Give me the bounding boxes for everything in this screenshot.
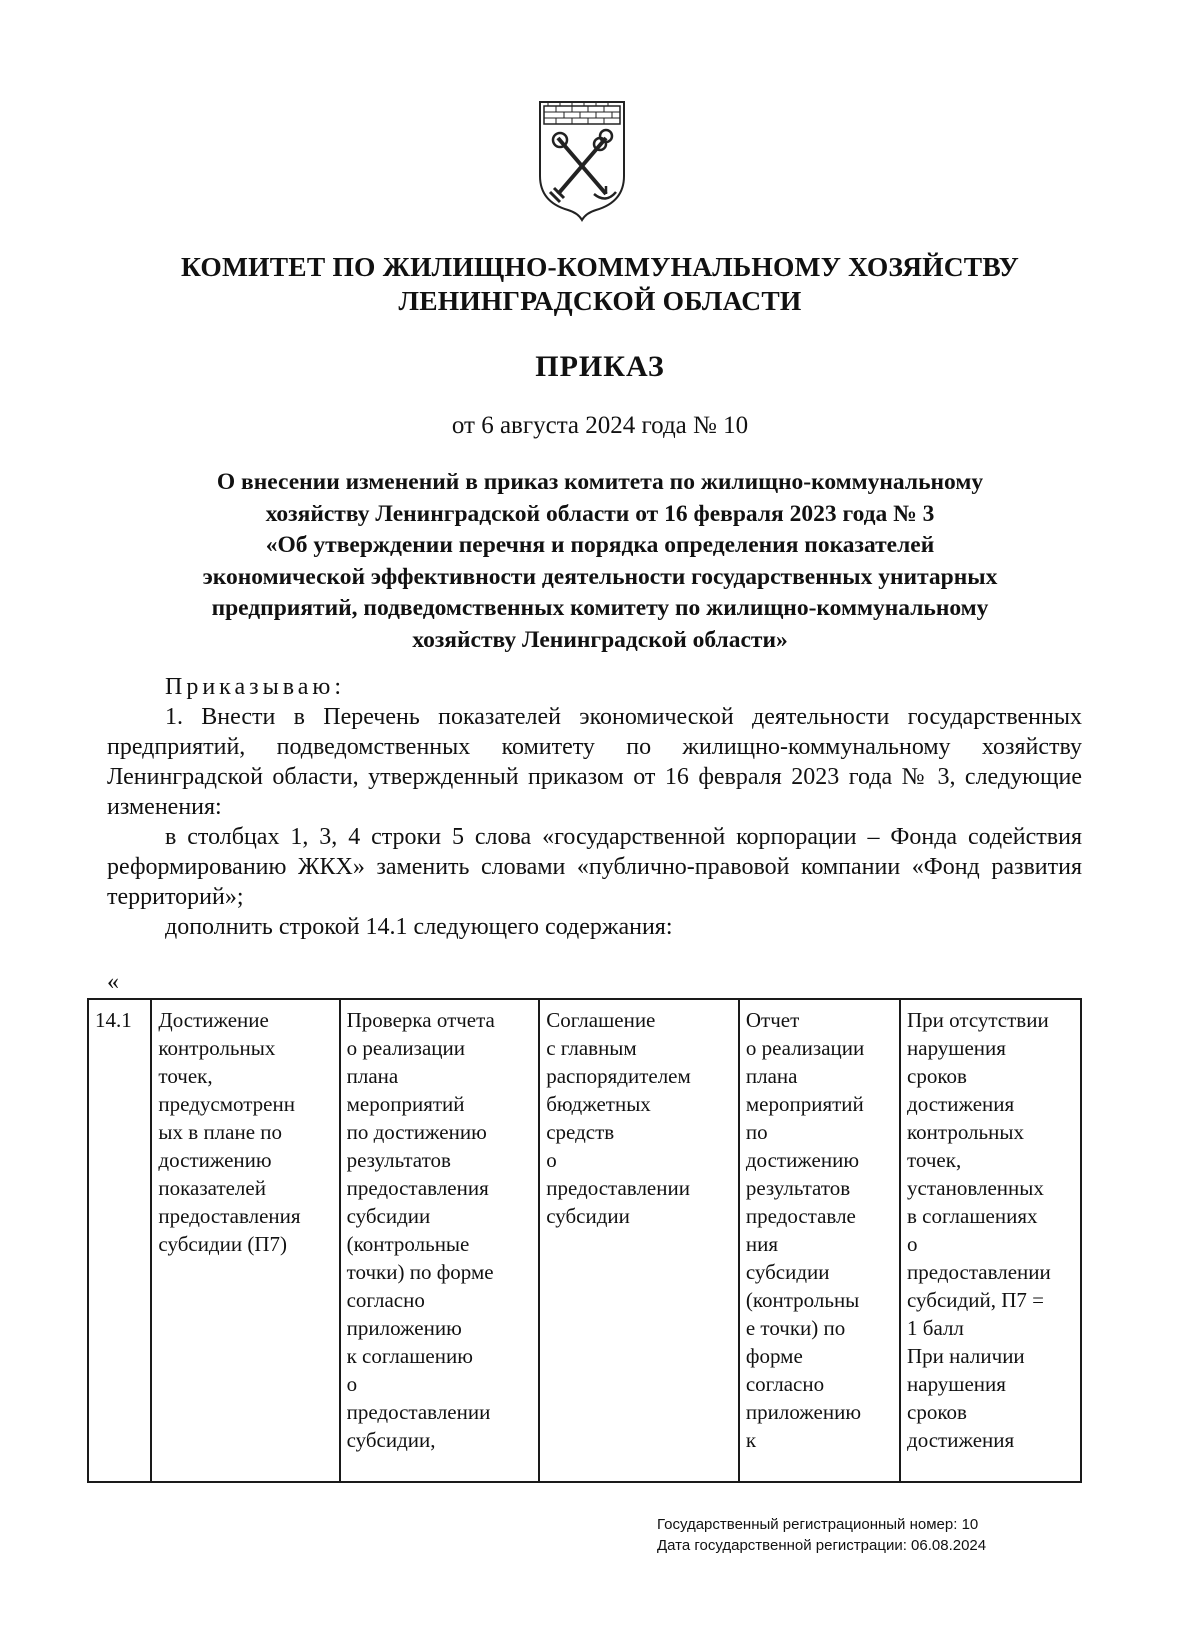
- subject-line-5: предприятий, подведомственных комитету по жилищно-коммунальному: [211, 595, 989, 621]
- table-cell-report: Отчет о реализации плана мероприятий по достижению результатов предоставле ния субсидии (контрольны е точки) по форме согласно приложению к: [739, 999, 900, 1482]
- order-title: ПРИКАЗ: [535, 350, 665, 383]
- table-cell-score: При отсутствии нарушения сроков достижения контрольных точек, установленных в соглашениях о предоставлении субсидий, П7 = 1 балл При наличии нарушения сроков достижения: [900, 999, 1081, 1482]
- order-body: [107, 672, 1082, 942]
- table-cell-num: 14.1: [88, 999, 151, 1482]
- order-word: Приказываю:: [165, 674, 345, 700]
- committee-line-1: КОМИТЕТ ПО ЖИЛИЩНО-КОММУНАЛЬНОМУ ХОЗЯЙСТВУ: [180, 251, 1020, 282]
- registration-date: Дата государственной регистрации: 06.08.2024: [657, 1537, 987, 1554]
- subject-line-3: «Об утверждении перечня и порядка определения показателей: [265, 532, 935, 558]
- registration-info: [657, 1514, 986, 1556]
- subject-line-6: хозяйству Ленинградской области»: [412, 626, 788, 653]
- table-cell-source: Соглашение с главным распорядителем бюджетных средств о предоставлении субсидии: [539, 999, 739, 1482]
- item-1-change: в столбцах 1, 3, 4 строки 5 слова «государственной корпорации – Фонда содействия реформированию ЖКХ» заменить словами «публично-правовой компании «Фонд развития территорий»;: [107, 824, 1082, 910]
- coat-of-arms-emblem: [536, 98, 628, 222]
- item-1-add: дополнить строкой 14.1 следующего содержания:: [165, 914, 673, 940]
- item-1-text: 1. Внести в Перечень показателей экономической деятельности государственных предприятий, подведомственных комитету по жилищно-коммунальному хозяйству Ленинградской области, утвержденный приказом от 16 февраля 2023 года № 3, следующие изменения:: [107, 704, 1082, 820]
- subject-line-4: экономической эффективности деятельности государственных унитарных: [202, 563, 998, 590]
- subject-line-2: хозяйству Ленинградской области от 16 февраля 2023 года № 3: [265, 500, 935, 527]
- subject-line-1: О внесении изменений в приказ комитета по жилищно-коммунальному: [216, 469, 984, 495]
- table-cell-method: Проверка отчета о реализации плана мероприятий по достижению результатов предоставления субсидии (контрольные точки) по форме согласно приложению к соглашению о предоставлении субсидии,: [340, 999, 540, 1482]
- amendment-table: [87, 998, 1082, 1483]
- committee-name: [0, 250, 1200, 318]
- registration-number: Государственный регистрационный номер: 10: [657, 1516, 979, 1533]
- order-subject: [0, 467, 1200, 656]
- order-date: от 6 августа 2024 года № 10: [451, 412, 749, 439]
- table-row: [88, 999, 1081, 1482]
- table-cell-indicator: Достижение контрольных точек, предусмотренн ых в плане по достижению показателей предоставления субсидии (П7): [151, 999, 339, 1482]
- committee-line-2: ЛЕНИНГРАДСКОЙ ОБЛАСТИ: [398, 285, 802, 316]
- quote-open-mark: «: [107, 969, 119, 995]
